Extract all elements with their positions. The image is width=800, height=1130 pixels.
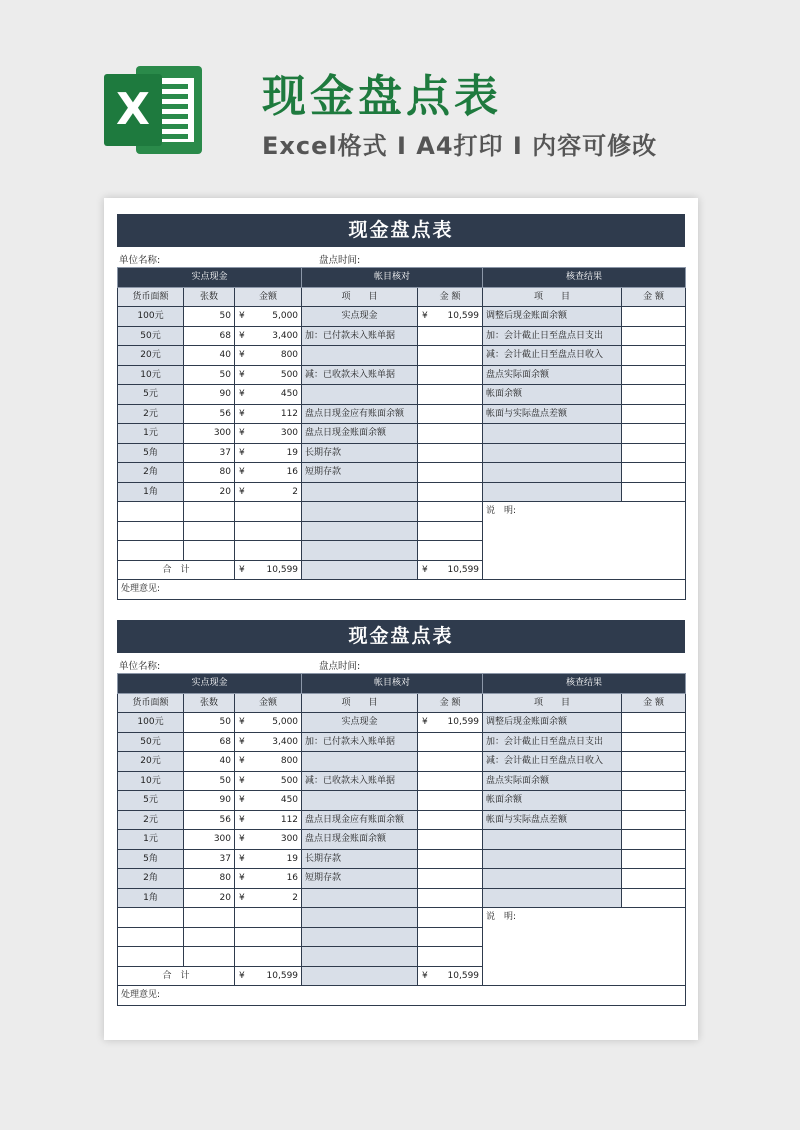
amount-value: 2 — [292, 486, 299, 497]
currency-symbol: ¥ — [422, 311, 428, 321]
amount-cell — [235, 713, 302, 733]
ledger-item-cell: 减：已收款未入账单据 — [302, 771, 418, 791]
result-item-cell: 盘点实际面余额 — [483, 771, 622, 791]
denomination-cell: 1元 — [118, 424, 184, 444]
result-item-cell — [483, 463, 622, 483]
excel-logo-icon — [104, 66, 204, 154]
currency-symbol: ¥ — [239, 369, 245, 380]
amount-cell — [235, 888, 302, 908]
amount-cell — [235, 365, 302, 385]
result-amount-cell — [622, 385, 686, 405]
ledger-amount-cell — [418, 810, 483, 830]
result-amount-cell — [622, 849, 686, 869]
count-cell: 90 — [184, 791, 235, 811]
amount-cell — [235, 463, 302, 483]
count-cell: 50 — [184, 307, 235, 327]
result-amount-cell — [622, 404, 686, 424]
group-header-cash: 实点现金 — [118, 268, 302, 288]
ledger-item-cell — [302, 888, 418, 908]
table-row — [118, 404, 686, 424]
cash-count-table — [117, 267, 686, 600]
ledger-amount-cell — [418, 463, 483, 483]
amount-cell — [235, 849, 302, 869]
form-title: 现金盘点表 — [117, 620, 685, 653]
ledger-amount-cell — [418, 869, 483, 889]
ledger-amount-cell — [418, 771, 483, 791]
amount-value: 450 — [280, 389, 299, 399]
currency-symbol: ¥ — [239, 873, 245, 883]
currency-symbol: ¥ — [239, 467, 245, 477]
denomination-cell: 50元 — [118, 326, 184, 346]
result-item-cell: 减：会计截止日至盘点日收入 — [483, 752, 622, 772]
result-amount-cell — [622, 346, 686, 366]
currency-symbol: ¥ — [239, 486, 245, 497]
ledger-item-cell: 盘点日现金账面余额 — [302, 830, 418, 850]
col-header-denomination: 货币面额 — [118, 693, 184, 713]
total-label: 合 计 — [118, 560, 235, 580]
ledger-amount-cell — [418, 346, 483, 366]
table-row — [118, 869, 686, 889]
amount-value: 3,400 — [272, 736, 299, 747]
ledger-item-cell: 实点现金 — [302, 713, 418, 733]
amount-cell — [235, 732, 302, 752]
denomination-cell: 10元 — [118, 771, 184, 791]
ledger-amount-cell — [418, 404, 483, 424]
count-cell: 300 — [184, 424, 235, 444]
table-row — [118, 365, 686, 385]
note-label: 说 明: — [483, 908, 686, 986]
amount-value: 112 — [280, 814, 299, 825]
count-cell: 68 — [184, 326, 235, 346]
col-header-result-item: 项 目 — [483, 693, 622, 713]
col-header-result-amount: 金 额 — [622, 693, 686, 713]
result-item-cell — [483, 443, 622, 463]
result-item-cell — [483, 424, 622, 444]
col-header-ledger-amount: 金 额 — [418, 693, 483, 713]
amount-value: 450 — [280, 795, 299, 805]
ledger-item-cell — [302, 346, 418, 366]
denomination-cell: 10元 — [118, 365, 184, 385]
result-amount-cell — [622, 713, 686, 733]
ledger-item-cell: 短期存款 — [302, 463, 418, 483]
amount-cell — [235, 326, 302, 346]
form-title: 现金盘点表 — [117, 214, 685, 247]
currency-symbol: ¥ — [239, 775, 245, 786]
denomination-cell: 2元 — [118, 810, 184, 830]
col-header-ledger-amount: 金 额 — [418, 287, 483, 307]
currency-symbol: ¥ — [239, 428, 245, 438]
col-header-result-amount: 金 额 — [622, 287, 686, 307]
amount-value: 19 — [286, 853, 299, 864]
table-row — [118, 443, 686, 463]
ledger-amount-cell — [418, 849, 483, 869]
result-item-cell: 加：会计截止日至盘点日支出 — [483, 326, 622, 346]
group-header-result: 核查结果 — [483, 674, 686, 694]
col-header-count: 张数 — [184, 693, 235, 713]
count-cell: 90 — [184, 385, 235, 405]
amount-value: 2 — [292, 892, 299, 903]
ledger-item-cell: 长期存款 — [302, 443, 418, 463]
ledger-amount-cell — [418, 752, 483, 772]
amount-value: 16 — [286, 873, 299, 883]
table-row — [118, 830, 686, 850]
amount-value: 800 — [280, 756, 299, 766]
table-row — [118, 385, 686, 405]
amount-value: 800 — [280, 350, 299, 360]
remark-label: 处理意见: — [118, 580, 686, 600]
ledger-amount-cell — [418, 424, 483, 444]
amount-value: 500 — [280, 369, 299, 380]
remark-row — [118, 986, 686, 1006]
unit-name-label: 单位名称: — [119, 661, 161, 672]
denomination-cell: 2角 — [118, 869, 184, 889]
result-item-cell — [483, 849, 622, 869]
denomination-cell: 50元 — [118, 732, 184, 752]
result-amount-cell — [622, 752, 686, 772]
result-item-cell: 调整后现金账面余额 — [483, 713, 622, 733]
currency-symbol: ¥ — [239, 892, 245, 903]
denomination-cell: 2角 — [118, 463, 184, 483]
count-cell: 50 — [184, 713, 235, 733]
currency-symbol: ¥ — [239, 814, 245, 825]
amount-cell — [235, 307, 302, 327]
currency-symbol: ¥ — [239, 736, 245, 747]
group-header-cash: 实点现金 — [118, 674, 302, 694]
total-label: 合 计 — [118, 966, 235, 986]
count-cell: 56 — [184, 404, 235, 424]
ledger-amount-cell — [418, 365, 483, 385]
amount-value: 300 — [280, 428, 299, 438]
amount-cell — [235, 791, 302, 811]
count-date-label: 盘点时间: — [319, 255, 361, 266]
amount-cell — [235, 385, 302, 405]
ledger-item-cell: 实点现金 — [302, 307, 418, 327]
table-row — [118, 849, 686, 869]
count-cell: 50 — [184, 771, 235, 791]
currency-symbol: ¥ — [239, 408, 245, 419]
count-date-label: 盘点时间: — [319, 661, 361, 672]
cash-count-table — [117, 673, 686, 1006]
table-row — [118, 326, 686, 346]
ledger-item-cell: 加：已付款未入账单据 — [302, 732, 418, 752]
ledger-item-cell: 盘点日现金账面余额 — [302, 424, 418, 444]
amount-value: 5,000 — [272, 717, 299, 727]
count-cell: 68 — [184, 732, 235, 752]
table-row — [118, 463, 686, 483]
total-ledger-amount: 10,599 — [447, 564, 480, 575]
total-cash-amount: 10,599 — [266, 970, 299, 981]
result-amount-cell — [622, 307, 686, 327]
denomination-cell: 20元 — [118, 752, 184, 772]
amount-value: 19 — [286, 447, 299, 458]
amount-cell — [235, 869, 302, 889]
currency-symbol: ¥ — [239, 311, 245, 321]
table-row — [118, 424, 686, 444]
currency-symbol: ¥ — [239, 795, 245, 805]
amount-cell — [235, 830, 302, 850]
result-amount-cell — [622, 424, 686, 444]
result-amount-cell — [622, 365, 686, 385]
currency-symbol: ¥ — [239, 330, 245, 341]
currency-symbol: ¥ — [239, 853, 245, 864]
page-title: 现金盘点表 — [262, 71, 502, 122]
ledger-amount-cell — [418, 443, 483, 463]
amount-value: 500 — [280, 775, 299, 786]
table-row — [118, 502, 686, 522]
ledger-item-cell: 盘点日现金应有账面余额 — [302, 810, 418, 830]
ledger-amount-cell — [418, 791, 483, 811]
remark-label: 处理意见: — [118, 986, 686, 1006]
ledger-item-cell: 加：已付款未入账单据 — [302, 326, 418, 346]
amount-cell — [235, 443, 302, 463]
result-item-cell: 帐面余额 — [483, 385, 622, 405]
denomination-cell: 5角 — [118, 443, 184, 463]
table-row — [118, 810, 686, 830]
result-amount-cell — [622, 791, 686, 811]
ledger-amount-value: 10,599 — [447, 717, 480, 727]
group-header-result: 核查结果 — [483, 268, 686, 288]
result-item-cell: 帐面余额 — [483, 791, 622, 811]
result-item-cell — [483, 869, 622, 889]
result-amount-cell — [622, 771, 686, 791]
result-amount-cell — [622, 482, 686, 502]
currency-symbol: ¥ — [422, 970, 428, 981]
page-subtitle: Excel格式 I A4打印 I 内容可修改 — [262, 132, 658, 160]
currency-symbol: ¥ — [239, 717, 245, 727]
count-cell: 300 — [184, 830, 235, 850]
amount-cell — [235, 752, 302, 772]
currency-symbol: ¥ — [239, 350, 245, 360]
denomination-cell: 5元 — [118, 791, 184, 811]
count-cell: 40 — [184, 752, 235, 772]
result-item-cell: 调整后现金账面余额 — [483, 307, 622, 327]
col-header-amount: 金额 — [235, 287, 302, 307]
ledger-amount-cell — [418, 888, 483, 908]
table-row — [118, 346, 686, 366]
amount-cell — [235, 482, 302, 502]
ledger-item-cell — [302, 482, 418, 502]
count-cell: 80 — [184, 869, 235, 889]
amount-cell — [235, 346, 302, 366]
remark-row — [118, 580, 686, 600]
denomination-cell: 20元 — [118, 346, 184, 366]
result-item-cell: 减：会计截止日至盘点日收入 — [483, 346, 622, 366]
ledger-amount-cell — [418, 830, 483, 850]
col-header-count: 张数 — [184, 287, 235, 307]
ledger-amount-cell — [418, 307, 483, 327]
denomination-cell: 100元 — [118, 307, 184, 327]
table-row — [118, 888, 686, 908]
currency-symbol: ¥ — [422, 717, 428, 727]
col-header-item: 项 目 — [302, 287, 418, 307]
count-cell: 20 — [184, 482, 235, 502]
col-header-result-item: 项 目 — [483, 287, 622, 307]
result-item-cell: 加：会计截止日至盘点日支出 — [483, 732, 622, 752]
count-cell: 37 — [184, 443, 235, 463]
result-amount-cell — [622, 463, 686, 483]
result-amount-cell — [622, 810, 686, 830]
denomination-cell: 5元 — [118, 385, 184, 405]
denomination-cell: 2元 — [118, 404, 184, 424]
result-amount-cell — [622, 888, 686, 908]
ledger-amount-cell — [418, 482, 483, 502]
group-header-ledger: 帐目核对 — [302, 268, 483, 288]
amount-cell — [235, 424, 302, 444]
currency-symbol: ¥ — [239, 564, 245, 575]
denomination-cell: 1角 — [118, 888, 184, 908]
group-header-ledger: 帐目核对 — [302, 674, 483, 694]
amount-cell — [235, 771, 302, 791]
result-amount-cell — [622, 326, 686, 346]
note-label: 说 明: — [483, 502, 686, 580]
ledger-amount-cell — [418, 385, 483, 405]
document-page — [104, 198, 698, 1040]
amount-value: 16 — [286, 467, 299, 477]
amount-value: 3,400 — [272, 330, 299, 341]
count-cell: 37 — [184, 849, 235, 869]
denomination-cell: 5角 — [118, 849, 184, 869]
table-row — [118, 752, 686, 772]
logo-letter: X — [104, 74, 162, 146]
currency-symbol: ¥ — [239, 447, 245, 458]
result-item-cell — [483, 482, 622, 502]
result-amount-cell — [622, 443, 686, 463]
currency-symbol: ¥ — [239, 970, 245, 981]
unit-name-label: 单位名称: — [119, 255, 161, 266]
amount-value: 112 — [280, 408, 299, 419]
count-cell: 80 — [184, 463, 235, 483]
table-row — [118, 791, 686, 811]
result-item-cell — [483, 888, 622, 908]
col-header-denomination: 货币面额 — [118, 287, 184, 307]
ledger-item-cell: 长期存款 — [302, 849, 418, 869]
result-item-cell — [483, 830, 622, 850]
count-cell: 56 — [184, 810, 235, 830]
count-cell: 50 — [184, 365, 235, 385]
ledger-amount-cell — [418, 326, 483, 346]
currency-symbol: ¥ — [239, 834, 245, 844]
table-row — [118, 307, 686, 327]
ledger-item-cell — [302, 791, 418, 811]
amount-cell — [235, 810, 302, 830]
table-row — [118, 482, 686, 502]
currency-symbol: ¥ — [239, 756, 245, 766]
col-header-amount: 金额 — [235, 693, 302, 713]
ledger-item-cell — [302, 752, 418, 772]
count-cell: 40 — [184, 346, 235, 366]
ledger-amount-cell — [418, 732, 483, 752]
count-cell: 20 — [184, 888, 235, 908]
denomination-cell: 1元 — [118, 830, 184, 850]
result-amount-cell — [622, 830, 686, 850]
result-amount-cell — [622, 869, 686, 889]
currency-symbol: ¥ — [239, 389, 245, 399]
table-row — [118, 713, 686, 733]
amount-cell — [235, 404, 302, 424]
ledger-amount-cell — [418, 713, 483, 733]
ledger-item-cell: 减：已收款未入账单据 — [302, 365, 418, 385]
result-item-cell: 帐面与实际盘点差额 — [483, 404, 622, 424]
ledger-item-cell: 短期存款 — [302, 869, 418, 889]
result-amount-cell — [622, 732, 686, 752]
denomination-cell: 100元 — [118, 713, 184, 733]
result-item-cell: 盘点实际面余额 — [483, 365, 622, 385]
ledger-item-cell — [302, 385, 418, 405]
header — [0, 0, 800, 200]
denomination-cell: 1角 — [118, 482, 184, 502]
currency-symbol: ¥ — [422, 564, 428, 575]
table-row — [118, 732, 686, 752]
ledger-amount-value: 10,599 — [447, 311, 480, 321]
result-item-cell: 帐面与实际盘点差额 — [483, 810, 622, 830]
table-row — [118, 908, 686, 928]
total-ledger-amount: 10,599 — [447, 970, 480, 981]
table-row — [118, 771, 686, 791]
total-cash-amount: 10,599 — [266, 564, 299, 575]
col-header-item: 项 目 — [302, 693, 418, 713]
amount-value: 5,000 — [272, 311, 299, 321]
ledger-item-cell: 盘点日现金应有账面余额 — [302, 404, 418, 424]
amount-value: 300 — [280, 834, 299, 844]
